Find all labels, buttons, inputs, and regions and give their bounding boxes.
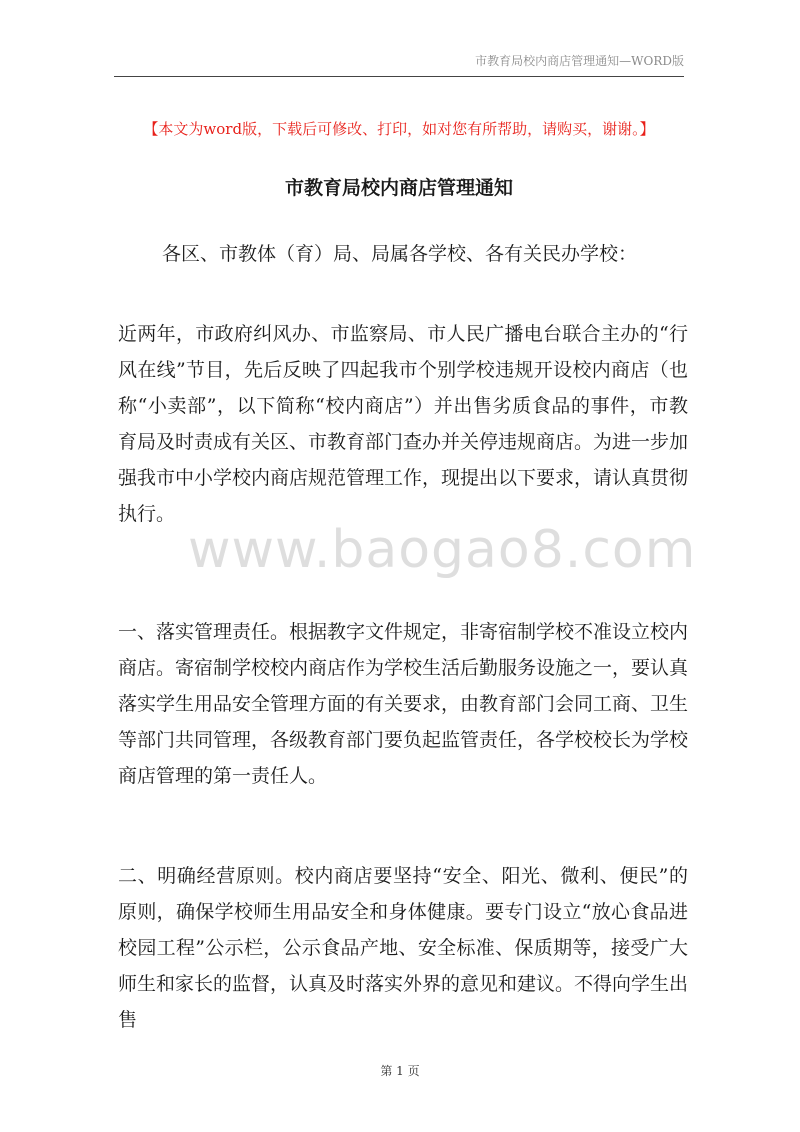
- header-divider: [114, 76, 684, 77]
- addressee-line: 各区、市教体（育）局、局属各学校、各有关民办学校：: [162, 243, 638, 265]
- paragraph-section-1: 一、落实管理责任。根据教字文件规定，非寄宿制学校不准设立校内商店。寄宿制学校校内商店作为学校生活后勤服务设施之一，要认真落实学生用品安全管理方面的有关要求，由教育部门会同工商、卫生等部门共同管理，各级教育部门要负起监管责任，各学校校长为学校商店管理的第一责任人。: [118, 621, 689, 787]
- running-header: 市教育局校内商店管理通知—WORD版: [475, 54, 684, 68]
- watermark-text: www.baogao8.com: [188, 520, 697, 580]
- page-number: 第 1 页: [380, 1064, 420, 1078]
- paragraph-intro: 近两年，市政府纠风办、市监察局、市人民广播电台联合主办的“行风在线”节目，先后反映了四起我市个别学校违规开设校内商店（也称“小卖部”，以下简称“校内商店”）并出售劣质食品的事件，市教育局及时责成有关区、市教育部门查办并关停违规商店。为进一步加强我市中小学校内商店规范管理工作，现提出以下要求，请认真贯彻执行。: [118, 323, 689, 525]
- paragraph-section-2: 二、明确经营原则。校内商店要坚持“安全、阳光、微利、便民”的原则，确保学校师生用品安全和身体健康。要专门设立“放心食品进校园工程”公示栏，公示食品产地、安全标准、保质期等，接受广大师生和家长的监督，认真及时落实外界的意见和建议。不得向学生出售: [118, 865, 689, 1031]
- purchase-notice: 【本文为word版，下载后可修改、打印，如对您有所帮助，请购买，谢谢。】: [143, 120, 655, 138]
- document-title: 市教育局校内商店管理通知: [284, 177, 513, 199]
